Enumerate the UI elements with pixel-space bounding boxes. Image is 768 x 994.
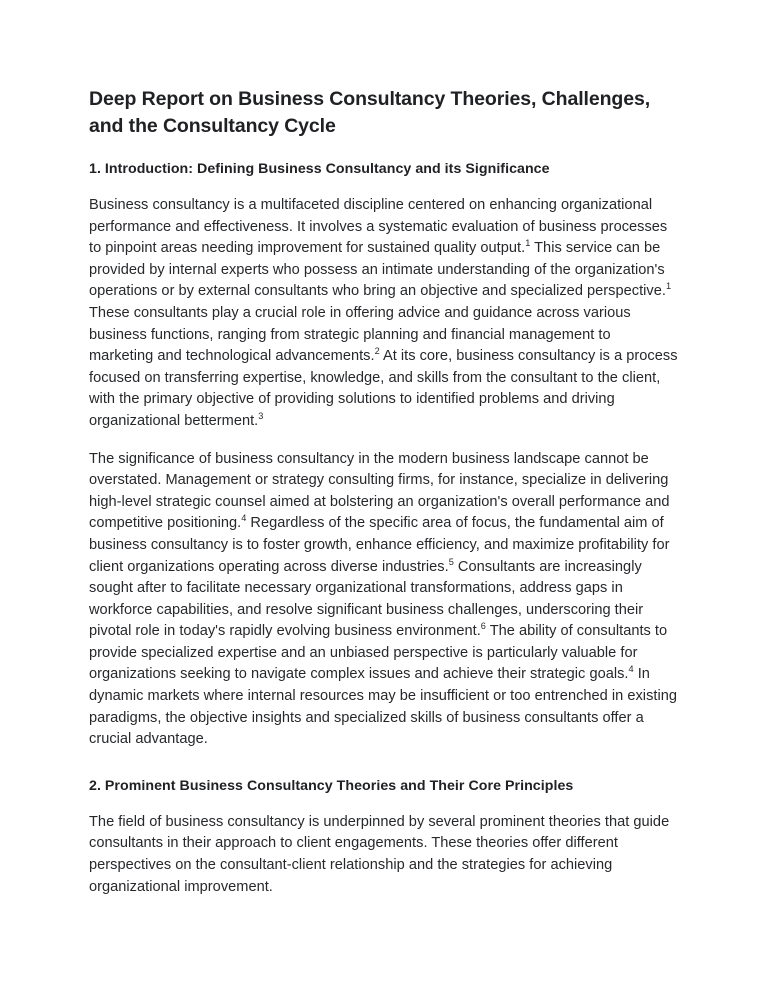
footnote-marker: 6 bbox=[480, 621, 486, 632]
page-title: Deep Report on Business Consultancy Theories, Challenges, and the Consultancy Cycle bbox=[89, 88, 651, 137]
paragraph-1: Business consultancy is a multifaceted discipline centered on enhancing organizational performance and effectiveness. It involves a systematic evaluation of business processes to pinpoint areas needing improvement for sustained quality output.$^1$ This service can be provided by internal experts who possess an intimate understanding of the organization's operations or by external consultants who bring an objective and specialized perspective.$^1$ These consultants play a crucial role in offering advice and guidance across various business functions, ranging from strategic planning and financial management to marketing and technological advancements.$^2$ At its core, business consultancy is a process focused on transferring expertise, knowledge, and skills from the consultant to the client, with the primary objective of providing solutions to identified problems and driving organizational betterment.$^3$ bbox=[89, 197, 678, 429]
section-heading-1: 1. Introduction: Defining Business Consultancy and its Significance bbox=[89, 161, 550, 177]
footnote-marker: 2 bbox=[374, 346, 380, 357]
paragraph-2: The significance of business consultancy in the modern business landscape cannot be overstated. Management or strategy consulting firms, for instance, specialize in delivering high-level strategic counsel aimed at bolstering an organization's overall performance and competitive positioning.$^4$ Regardless of the specific area of focus, the fundamental aim of business consultancy is to foster growth, enhance efficiency, and maximize profitability for client organizations operating across diverse industries.$^5$ Consultants are increasingly sought after to facilitate necessary organizational transformations, address gaps in workforce capabilities, and resolve significant business challenges, underscoring their pivotal role in today's rapidly evolving business environment.$^6$ The ability of consultants to provide specialized expertise and an unbiased perspective is particularly valuable for organizations seeking to navigate complex issues and achieve their strategic goals.$^4$ In dynamic markets where internal resources may be insufficient or too entrenched in existing paradigms, the objective insights and specialized skills of business consultants offer a crucial advantage. bbox=[89, 450, 678, 748]
footnote-marker: 1 bbox=[665, 281, 672, 292]
footnote-marker: 4 bbox=[628, 664, 634, 675]
paragraph-3: The field of business consultancy is underpinned by several prominent theories that guide consultants in their approach to client engagements. These theories offer different perspectives on the consultant-client relationship and the strategies for achieving organizational improvement. bbox=[89, 813, 670, 895]
footnote-marker: 1 bbox=[525, 238, 531, 249]
footnote-marker: 5 bbox=[448, 556, 454, 567]
footnote-marker: 3 bbox=[258, 411, 264, 422]
footnote-marker: 4 bbox=[241, 513, 247, 524]
section-heading-2: 2. Prominent Business Consultancy Theories and Their Core Principles bbox=[89, 777, 574, 794]
